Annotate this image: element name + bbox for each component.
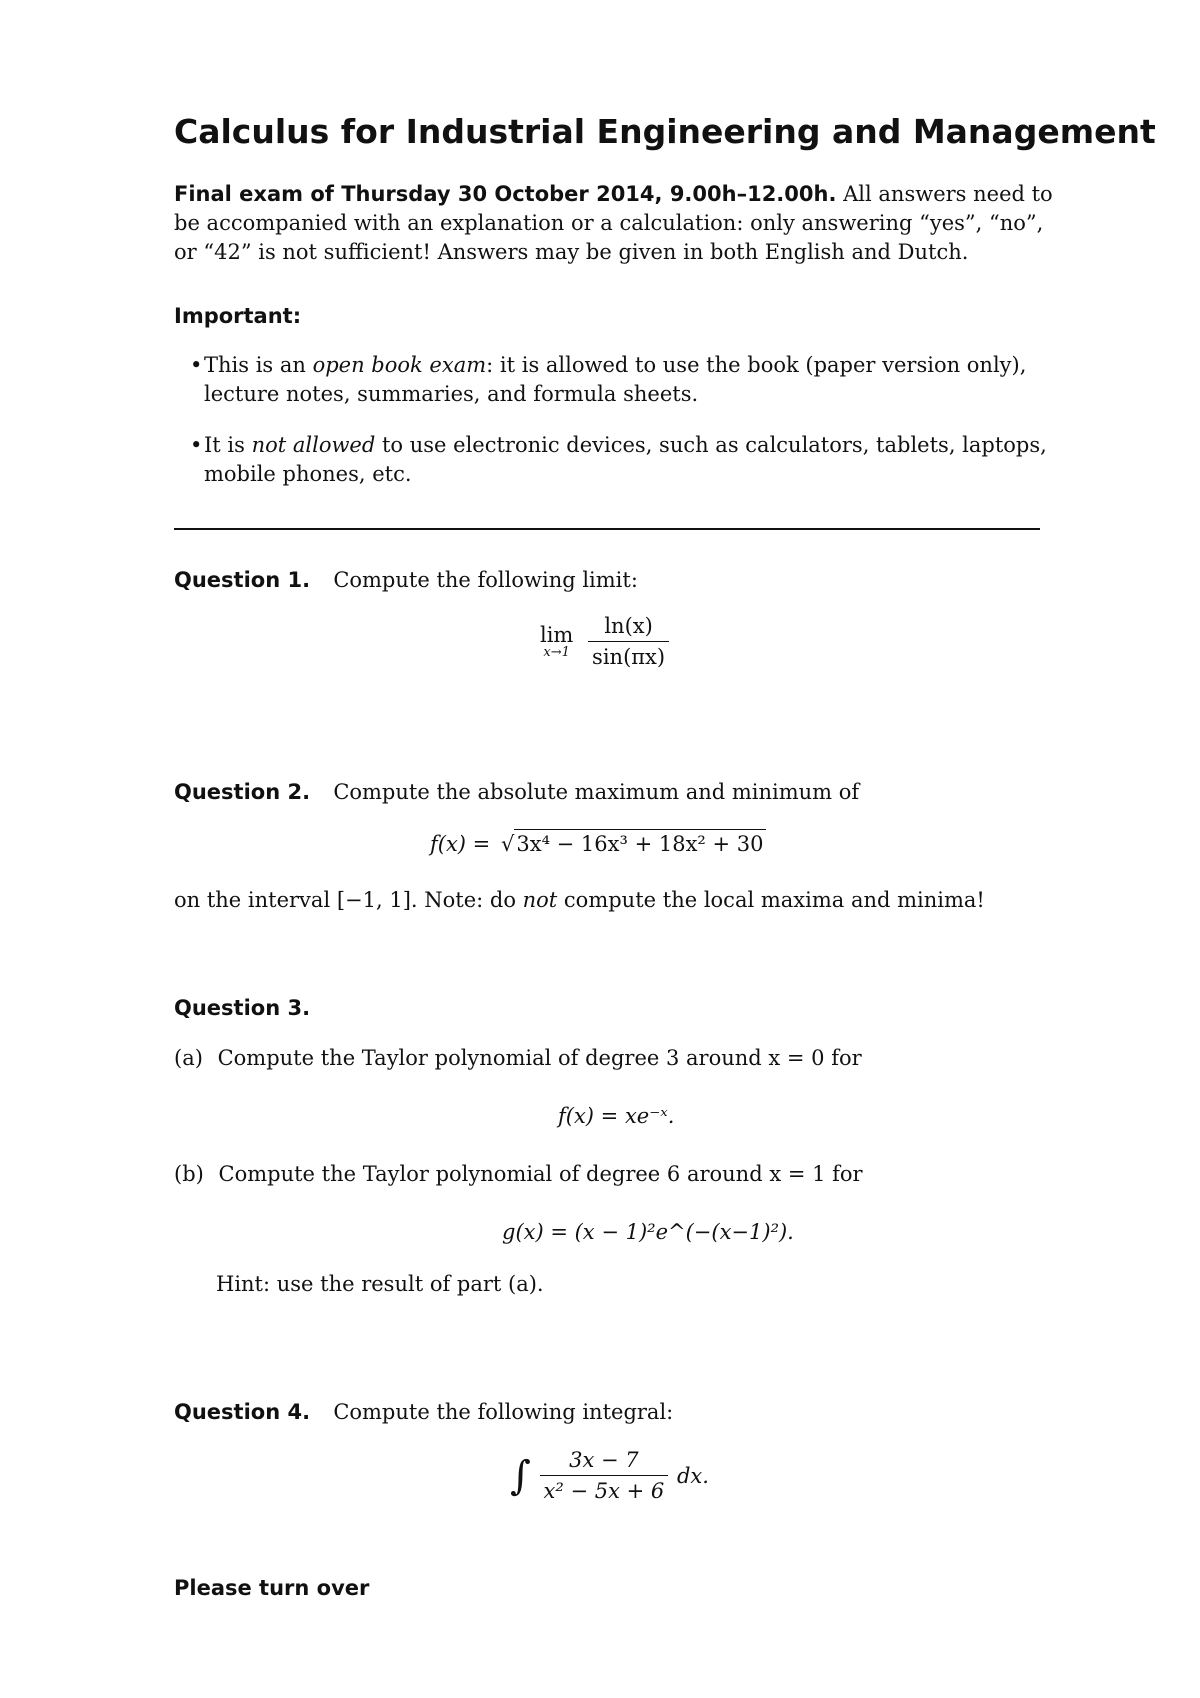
- question-3-header: [174, 996, 310, 1021]
- intro-line-1: [174, 180, 1053, 209]
- bullet-2-line-1: It is not allowed to use electronic devices, such as calculators, tablets, laptops,: [204, 433, 1047, 457]
- question-4-label: Question 4.: [174, 1400, 311, 1424]
- bullet-1-line-2: lecture notes, summaries, and formula sheets.: [204, 382, 699, 406]
- intro-line-3: or “42” is not sufficient! Answers may be given in both English and Dutch.: [174, 240, 969, 264]
- document-title: Calculus for Industrial Engineering and Management: [174, 112, 1156, 151]
- question-4-header: [174, 1400, 673, 1425]
- section-divider: [174, 528, 1040, 530]
- limit-operator: lim x→1: [540, 622, 574, 660]
- limit-fraction: $\frac{\ln(x)}{\sin(\pi x)}$: [588, 614, 669, 669]
- integral-sign: ∫: [510, 1452, 531, 1499]
- question-3-label: Question 3.: [174, 996, 311, 1020]
- question-3-hint: Hint: use the result of part (a).: [216, 1272, 544, 1296]
- intro-line1-rest: All answers need to: [843, 182, 1053, 206]
- rule-bullet-no-electronics: [190, 431, 1047, 489]
- emphasis-not: not: [522, 888, 558, 912]
- question-4-text: Compute the following integral:: [333, 1400, 674, 1424]
- question-2-header: [174, 780, 859, 805]
- bullet-dot-icon: •: [190, 353, 203, 377]
- emphasis-not-allowed: not allowed: [251, 433, 376, 457]
- question-2-text: Compute the absolute maximum and minimum of: [333, 780, 860, 804]
- question-2-formula: f(x) = √3x⁴ − 16x³ + 18x² + 30: [430, 832, 766, 856]
- intro-line-2: be accompanied with an explanation or a calculation: only answering “yes”, “no”,: [174, 211, 1044, 235]
- question-1-formula: [540, 614, 669, 669]
- question-3b-formula: g(x) = (x − 1)²e^(−(x−1)²).: [502, 1220, 794, 1244]
- bullet-2-line-2: mobile phones, etc.: [204, 462, 412, 486]
- question-1-header: [174, 568, 638, 593]
- question-3a-prompt: (a) Compute the Taylor polynomial of degree 3 around x = 0 for: [174, 1046, 862, 1070]
- important-heading: Important:: [174, 304, 302, 328]
- question-1-label: Question 1.: [174, 568, 311, 592]
- question-3a-formula: f(x) = xe⁻ˣ.: [558, 1104, 675, 1128]
- bullet-1-line-1: This is an open book exam: it is allowed to use the book (paper version only),: [204, 353, 1027, 377]
- question-2-label: Question 2.: [174, 780, 311, 804]
- intro-paragraph: [174, 180, 1053, 267]
- question-1-text: Compute the following limit:: [333, 568, 638, 592]
- emphasis-open-book: open book exam: [312, 353, 487, 377]
- question-4-formula: ∫ $\frac{3x - 7}{\text{x² − 5x + 6}}$ dx.: [510, 1448, 709, 1503]
- rule-bullet-open-book: [190, 351, 1034, 409]
- question-3b-prompt: (b) Compute the Taylor polynomial of degree 6 around x = 1 for: [174, 1162, 863, 1186]
- integral-fraction: $\frac{3x - 7}{\text{x² − 5x + 6}}$: [540, 1448, 669, 1503]
- turn-over-note: Please turn over: [174, 1576, 370, 1600]
- radicand: 3x⁴ − 16x³ + 18x² + 30: [514, 829, 765, 856]
- intro-lead: Final exam of Thursday 30 October 2014, 9.00h–12.00h.: [174, 182, 837, 206]
- bullet-dot-icon: •: [190, 433, 203, 457]
- question-2-note: on the interval [−1, 1]. Note: do not compute the local maxima and minima!: [174, 888, 985, 912]
